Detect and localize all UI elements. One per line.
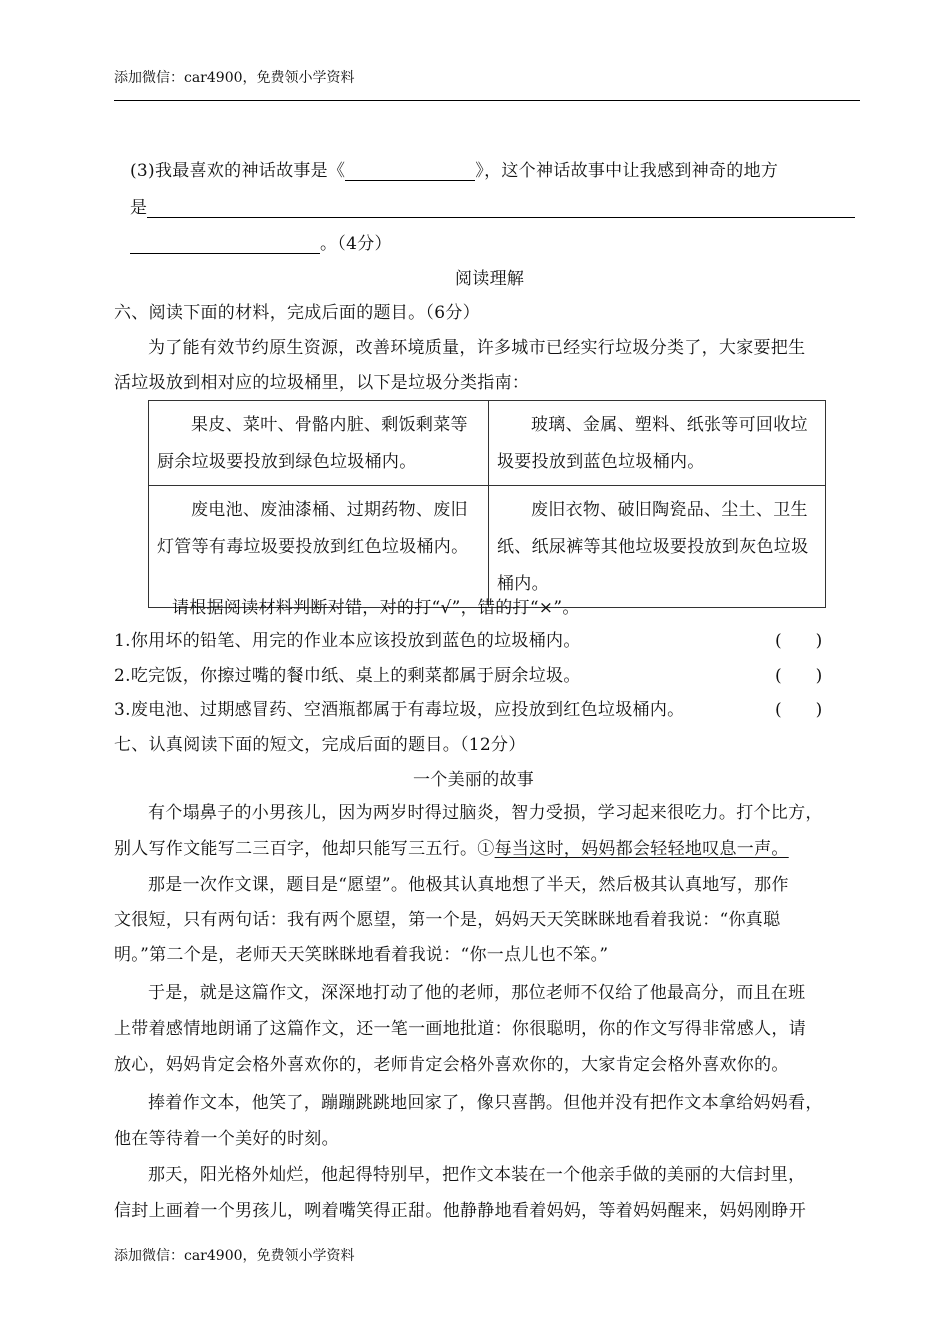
story-p2-line1: 那是一次作文课，题目是“愿望”。他极其认真地想了半天，然后极其认真地写，那作 bbox=[148, 875, 789, 895]
story-p3-line2: 上带着感情地朗诵了这篇作文，还一笔一画地批道：你很聪明，你的作文写得非常感人，请 bbox=[114, 1019, 806, 1039]
q6-item-2: 2.吃完饭，你擦过嘴的餐巾纸、桌上的剩菜都属于厨余垃圾。 bbox=[114, 666, 581, 686]
q6-instruction: 请根据阅读材料判断对错，对的打“√”，错的打“×”。 bbox=[172, 598, 580, 618]
q7-heading: 七、认真阅读下面的短文，完成后面的题目。（12分） bbox=[114, 735, 526, 755]
guide-hazardous: 废电池、废油漆桶、过期药物、废旧灯管等有毒垃圾要投放到红色垃圾桶内。 bbox=[149, 486, 489, 608]
q6-heading: 六、阅读下面的材料，完成后面的题目。（6分） bbox=[114, 303, 480, 323]
q3-reason-blank-1[interactable] bbox=[147, 217, 855, 218]
q3-line1 bbox=[130, 156, 778, 181]
story-p4-line1: 捧着作文本，他笑了，蹦蹦跳跳地回家了，像只喜鹊。但他并没有把作文本拿给妈妈看， bbox=[148, 1093, 823, 1113]
q3-prefix: (3)我最喜欢的神话故事是《 bbox=[130, 161, 346, 181]
story-p5-line1: 那天，阳光格外灿烂，他起得特别早，把作文本装在一个他亲手做的美丽的大信封里， bbox=[148, 1165, 806, 1185]
header-watermark: 添加微信：car4900，免费领小学资料 bbox=[114, 70, 355, 86]
q6-answer-2[interactable]: ( ) bbox=[775, 666, 823, 686]
story-p4-line2: 他在等待着一个美好的时刻。 bbox=[114, 1129, 339, 1149]
q6-intro-line2: 活垃圾放到相对应的垃圾桶里，以下是垃圾分类指南： bbox=[114, 373, 530, 393]
story-p2-line2: 文很短，只有两句话：我有两个愿望，第一个是，妈妈天天笑眯眯地看着我说：“你真聪 bbox=[114, 910, 781, 930]
q3-line3-suffix: 。（4分） bbox=[320, 234, 392, 254]
q6-item-3: 3.废电池、过期感冒药、空酒瓶都属于有毒垃圾，应投放到红色垃圾桶内。 bbox=[114, 700, 685, 720]
q6-intro-line1: 为了能有效节约原生资源，改善环境质量，许多城市已经实行垃圾分类了，大家要把生 bbox=[148, 338, 806, 358]
guide-recyclable: 玻璃、金属、塑料、纸张等可回收垃圾要投放到蓝色垃圾桶内。 bbox=[489, 401, 826, 486]
q6-item-1: 1.你用坏的铅笔、用完的作业本应该投放到蓝色的垃圾桶内。 bbox=[114, 631, 581, 651]
underlined-sentence-1: 每当这时，妈妈都会轻轻地叹息一声。 bbox=[494, 839, 789, 859]
q6-answer-3[interactable]: ( ) bbox=[775, 700, 823, 720]
q3-line2-prefix: 是 bbox=[130, 198, 148, 218]
story-p2-line3: 明。”第二个是，老师天天笑眯眯地看着我说：“你一点儿也不笨。” bbox=[114, 945, 609, 965]
guide-kitchen-waste: 果皮、菜叶、骨骼内脏、剩饭剩菜等厨余垃圾要投放到绿色垃圾桶内。 bbox=[149, 401, 489, 486]
q3-suffix: 》，这个神话故事中让我感到神奇的地方 bbox=[475, 161, 779, 181]
story-p5-line2: 信封上画着一个男孩儿，咧着嘴笑得正甜。他静静地看着妈妈，等着妈妈醒来，妈妈刚睁开 bbox=[114, 1201, 806, 1221]
sorting-guide-table bbox=[148, 400, 826, 608]
story-title: 一个美丽的故事 bbox=[413, 770, 535, 790]
story-p3-line3: 放心，妈妈肯定会格外喜欢你的，老师肯定会格外喜欢你的，大家肯定会格外喜欢你的。 bbox=[114, 1055, 789, 1075]
story-p1-line2-text: 别人写作文能写二三百字，他却只能写三五行。① bbox=[114, 839, 495, 859]
q3-story-blank[interactable] bbox=[345, 180, 475, 181]
section-reading-title: 阅读理解 bbox=[455, 269, 525, 289]
story-p1-line2 bbox=[114, 834, 789, 859]
footer-watermark: 添加微信：car4900，免费领小学资料 bbox=[114, 1248, 355, 1264]
q3-line3 bbox=[130, 229, 392, 254]
q6-answer-1[interactable]: ( ) bbox=[775, 631, 823, 651]
q3-line2 bbox=[130, 193, 855, 218]
story-p3-line1: 于是，就是这篇作文，深深地打动了他的老师，那位老师不仅给了他最高分，而且在班 bbox=[148, 983, 806, 1003]
story-p1-line1: 有个塌鼻子的小男孩儿，因为两岁时得过脑炎，智力受损，学习起来很吃力。打个比方， bbox=[148, 803, 823, 823]
header-rule bbox=[114, 100, 860, 101]
guide-other: 废旧衣物、破旧陶瓷品、尘土、卫生纸、纸尿裤等其他垃圾要投放到灰色垃圾桶内。 bbox=[489, 486, 826, 608]
q3-reason-blank-2[interactable] bbox=[130, 253, 320, 254]
